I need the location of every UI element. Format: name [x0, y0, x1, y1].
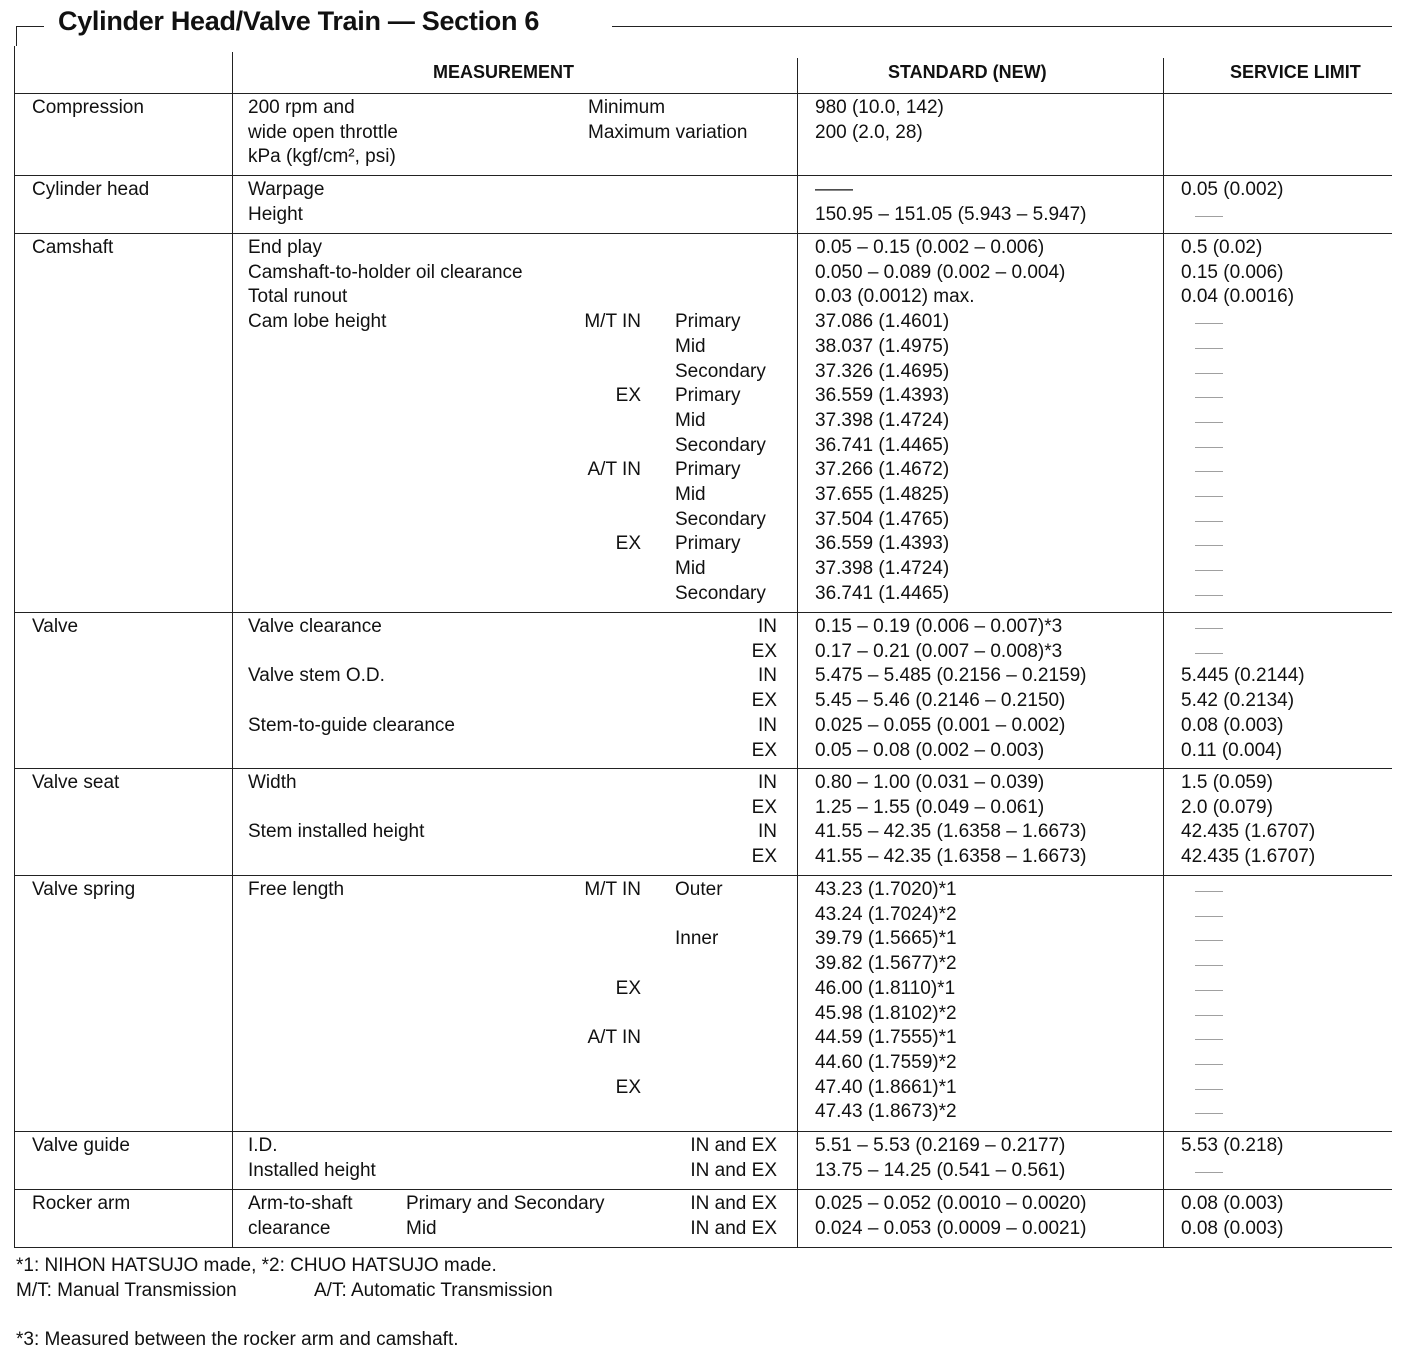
- measurement-item: Camshaft-to-holder oil clearance: [248, 261, 523, 283]
- service-limit-value: ——: [1195, 1162, 1223, 1179]
- standard-value: 36.741 (1.4465): [815, 582, 950, 604]
- service-limit-value: ——: [1195, 980, 1223, 997]
- standard-value: 37.398 (1.4724): [815, 409, 950, 431]
- service-limit-value: ——: [1195, 314, 1223, 331]
- measurement-subitem: A/T IN: [587, 1027, 641, 1049]
- measurement-item: clearance: [248, 1217, 331, 1239]
- standard-value: 44.59 (1.7555)*1: [815, 1027, 957, 1049]
- row-divider: [14, 1131, 1392, 1132]
- service-limit-value: ——: [1195, 536, 1223, 553]
- service-limit-value: ——: [1195, 487, 1223, 503]
- column-divider-limit: [1163, 58, 1164, 1247]
- measurement-detail: Primary: [675, 311, 741, 333]
- service-limit-value: 1.5 (0.059): [1181, 772, 1273, 793]
- standard-value: 47.40 (1.8661)*1: [815, 1076, 957, 1098]
- measurement-subitem: Mid: [406, 1217, 437, 1239]
- standard-value: 0.025 – 0.052 (0.0010 – 0.0020): [815, 1193, 1087, 1214]
- standard-value: 5.45 – 5.46 (0.2146 – 0.2150): [815, 690, 1066, 712]
- measurement-item: wide open throttle: [248, 121, 398, 143]
- title-rule-left: [16, 26, 44, 27]
- measurement-condition: EX: [751, 640, 777, 662]
- measurement-condition: IN and EX: [690, 1217, 777, 1239]
- footnote-makers: *1: NIHON HATSUJO made, *2: CHUO HATSUJO made.: [16, 1255, 497, 1276]
- service-limit-value: 2.0 (0.079): [1181, 796, 1273, 818]
- row-divider: [14, 875, 1392, 876]
- service-limit-value: ——: [1195, 206, 1223, 223]
- row-category: Valve spring: [32, 879, 136, 900]
- measurement-detail: Mid: [675, 484, 706, 505]
- standard-value: 13.75 – 14.25 (0.541 – 0.561): [815, 1159, 1066, 1181]
- standard-value: 0.05 – 0.15 (0.002 – 0.006): [815, 237, 1045, 258]
- measurement-condition: IN: [758, 714, 777, 736]
- standard-value: 0.025 – 0.055 (0.001 – 0.002): [815, 714, 1066, 736]
- standard-value: 150.95 – 151.05 (5.943 – 5.947): [815, 203, 1087, 225]
- measurement-detail: Secondary: [675, 360, 766, 382]
- measurement-detail: Primary: [675, 385, 741, 407]
- standard-value: 46.00 (1.8110)*1: [815, 977, 956, 999]
- row-category: Valve: [32, 616, 79, 637]
- footnote-at: A/T: Automatic Transmission: [314, 1280, 553, 1301]
- footnote-mt: M/T: Manual Transmission: [16, 1280, 237, 1301]
- service-limit-value: 0.04 (0.0016): [1181, 286, 1295, 308]
- measurement-item: Free length: [248, 879, 345, 900]
- measurement-detail: Mid: [675, 558, 706, 580]
- service-limit-value: ——: [1195, 643, 1223, 660]
- measurement-subitem: EX: [615, 1076, 641, 1098]
- standard-value: 1.25 – 1.55 (0.049 – 0.061): [815, 796, 1045, 818]
- measurement-condition: EX: [751, 739, 777, 761]
- standard-value: ——: [815, 179, 853, 200]
- standard-value: 5.51 – 5.53 (0.2169 – 0.2177): [815, 1135, 1066, 1156]
- measurement-item: I.D.: [248, 1135, 278, 1156]
- standard-value: 41.55 – 42.35 (1.6358 – 1.6673): [815, 821, 1087, 843]
- measurement-item: Width: [248, 772, 297, 793]
- standard-value: 39.79 (1.5665)*1: [815, 928, 957, 950]
- service-limit-value: 0.08 (0.003): [1181, 1217, 1284, 1239]
- standard-value: 980 (10.0, 142): [815, 97, 944, 118]
- service-limit-value: ——: [1195, 561, 1223, 578]
- measurement-condition: IN: [758, 821, 777, 843]
- measurement-condition: EX: [751, 846, 777, 868]
- service-limit-value: ——: [1195, 462, 1223, 479]
- measurement-condition: EX: [751, 796, 777, 818]
- measurement-subitem: EX: [615, 385, 641, 407]
- measurement-detail: Primary: [675, 459, 741, 481]
- measurement-subitem: EX: [615, 533, 641, 555]
- header-measurement: MEASUREMENT: [433, 62, 575, 82]
- standard-value: 37.326 (1.4695): [815, 360, 950, 382]
- measurement-detail: Inner: [675, 928, 719, 950]
- standard-value: 43.23 (1.7020)*1: [815, 879, 957, 900]
- measurement-item: Arm-to-shaft: [248, 1193, 353, 1214]
- measurement-condition: EX: [751, 690, 777, 712]
- row-divider: [14, 768, 1392, 769]
- standard-value: 38.037 (1.4975): [815, 335, 950, 357]
- row-divider: [14, 175, 1392, 176]
- service-limit-value: ——: [1195, 511, 1223, 528]
- standard-value: 0.05 – 0.08 (0.002 – 0.003): [815, 739, 1045, 761]
- service-limit-value: ——: [1195, 1005, 1223, 1022]
- standard-value: 45.98 (1.8102)*2: [815, 1002, 957, 1024]
- standard-value: 37.266 (1.4672): [815, 459, 950, 481]
- standard-value: 47.43 (1.8673)*2: [815, 1101, 957, 1123]
- measurement-item: Total runout: [248, 286, 348, 308]
- standard-value: 0.80 – 1.00 (0.031 – 0.039): [815, 772, 1045, 793]
- standard-value: 0.15 – 0.19 (0.006 – 0.007)*3: [815, 616, 1063, 637]
- measurement-item: Stem-to-guide clearance: [248, 714, 455, 736]
- measurement-item: Height: [248, 203, 303, 225]
- section-title: Cylinder Head/Valve Train — Section 6: [58, 6, 540, 36]
- row-category: Compression: [32, 97, 144, 118]
- standard-value: 36.741 (1.4465): [815, 434, 950, 456]
- service-limit-value: 0.08 (0.003): [1181, 1193, 1284, 1214]
- service-limit-value: 5.53 (0.218): [1181, 1135, 1284, 1156]
- header-standard: STANDARD (NEW): [888, 62, 1047, 82]
- standard-value: 0.024 – 0.053 (0.0009 – 0.0021): [815, 1217, 1087, 1239]
- measurement-item: End play: [248, 237, 322, 258]
- service-limit-value: ——: [1195, 585, 1223, 602]
- service-limit-value: 0.15 (0.006): [1181, 261, 1284, 283]
- standard-value: 0.17 – 0.21 (0.007 – 0.008)*3: [815, 640, 1063, 662]
- row-divider: [14, 1189, 1392, 1190]
- table-border-bottom: [14, 1247, 1392, 1248]
- standard-value: 43.24 (1.7024)*2: [815, 903, 957, 925]
- title-rule-right: [612, 26, 1392, 27]
- standard-value: 0.050 – 0.089 (0.002 – 0.004): [815, 261, 1066, 283]
- measurement-condition: IN and EX: [690, 1159, 777, 1181]
- service-limit-value: ——: [1195, 1079, 1223, 1096]
- row-category: Rocker arm: [32, 1193, 131, 1214]
- row-category: Valve seat: [32, 772, 120, 793]
- service-limit-value: ——: [1195, 388, 1223, 405]
- standard-value: 37.398 (1.4724): [815, 558, 950, 580]
- row-category: Cylinder head: [32, 179, 150, 200]
- measurement-detail: Secondary: [675, 508, 766, 530]
- measurement-subitem: M/T IN: [584, 311, 641, 333]
- service-limit-value: ——: [1195, 619, 1223, 635]
- table-border-left: [14, 46, 15, 1247]
- row-divider: [14, 612, 1392, 613]
- measurement-condition: IN: [758, 665, 777, 687]
- standard-value: 37.655 (1.4825): [815, 484, 950, 505]
- measurement-detail: Mid: [675, 335, 706, 357]
- measurement-detail: Primary: [675, 533, 741, 555]
- service-limit-value: 5.445 (0.2144): [1181, 665, 1305, 687]
- row-category: Valve guide: [32, 1135, 130, 1156]
- service-limit-value: 42.435 (1.6707): [1181, 821, 1316, 843]
- measurement-item: kPa (kgf/cm², psi): [248, 146, 396, 168]
- measurement-item: Installed height: [248, 1159, 376, 1181]
- service-limit-value: ——: [1195, 363, 1223, 380]
- service-limit-value: ——: [1195, 882, 1223, 898]
- service-limit-value: 42.435 (1.6707): [1181, 846, 1316, 868]
- measurement-item: Cam lobe height: [248, 311, 387, 333]
- measurement-condition: IN and EX: [690, 1135, 777, 1156]
- service-limit-value: ——: [1195, 437, 1223, 454]
- standard-value: 39.82 (1.5677)*2: [815, 953, 957, 975]
- service-limit-value: ——: [1195, 412, 1223, 429]
- measurement-detail: Secondary: [675, 434, 766, 456]
- service-limit-value: 0.5 (0.02): [1181, 237, 1263, 258]
- row-divider: [14, 93, 1392, 94]
- service-limit-value: 0.11 (0.004): [1181, 739, 1283, 761]
- measurement-subitem: Minimum: [588, 97, 666, 118]
- header-service-limit: SERVICE LIMIT: [1230, 62, 1361, 82]
- service-limit-value: ——: [1195, 906, 1223, 923]
- service-limit-value: ——: [1195, 931, 1223, 948]
- column-divider-measurement: [232, 52, 233, 1247]
- service-limit-value: ——: [1195, 1104, 1223, 1121]
- measurement-condition: IN: [758, 772, 777, 793]
- service-limit-value: ——: [1195, 1054, 1223, 1071]
- standard-value: 37.504 (1.4765): [815, 508, 950, 530]
- footnote-measured: *3: Measured between the rocker arm and camshaft.: [16, 1329, 459, 1350]
- standard-value: 36.559 (1.4393): [815, 533, 950, 555]
- measurement-subitem: A/T IN: [587, 459, 641, 481]
- measurement-subitem: Maximum variation: [588, 121, 748, 143]
- measurement-subitem: Primary and Secondary: [406, 1193, 605, 1214]
- service-limit-value: ——: [1195, 956, 1223, 973]
- measurement-subitem: M/T IN: [584, 879, 641, 900]
- row-category: Camshaft: [32, 237, 114, 258]
- measurement-subitem: EX: [615, 977, 641, 999]
- standard-value: 5.475 – 5.485 (0.2156 – 0.2159): [815, 665, 1087, 687]
- service-limit-value: 0.05 (0.002): [1181, 179, 1284, 200]
- measurement-item: Valve clearance: [248, 616, 382, 637]
- standard-value: 41.55 – 42.35 (1.6358 – 1.6673): [815, 846, 1087, 868]
- standard-value: 0.03 (0.0012) max.: [815, 286, 975, 308]
- standard-value: 36.559 (1.4393): [815, 385, 950, 407]
- measurement-condition: IN and EX: [690, 1193, 777, 1214]
- service-limit-value: 0.08 (0.003): [1181, 714, 1284, 736]
- service-limit-value: ——: [1195, 338, 1223, 355]
- measurement-detail: Outer: [675, 879, 723, 900]
- standard-value: 200 (2.0, 28): [815, 121, 923, 143]
- column-divider-standard: [797, 58, 798, 1247]
- measurement-item: 200 rpm and: [248, 97, 355, 118]
- measurement-item: Valve stem O.D.: [248, 665, 385, 687]
- service-limit-value: ——: [1195, 1030, 1223, 1047]
- standard-value: 37.086 (1.4601): [815, 311, 950, 333]
- measurement-detail: Mid: [675, 409, 706, 431]
- row-divider: [14, 233, 1392, 234]
- service-limit-value: 5.42 (0.2134): [1181, 690, 1295, 712]
- measurement-condition: IN: [758, 616, 777, 637]
- measurement-detail: Secondary: [675, 582, 766, 604]
- frame-corner: [16, 26, 17, 46]
- measurement-item: Stem installed height: [248, 821, 425, 843]
- measurement-item: Warpage: [248, 179, 325, 200]
- standard-value: 44.60 (1.7559)*2: [815, 1051, 957, 1073]
